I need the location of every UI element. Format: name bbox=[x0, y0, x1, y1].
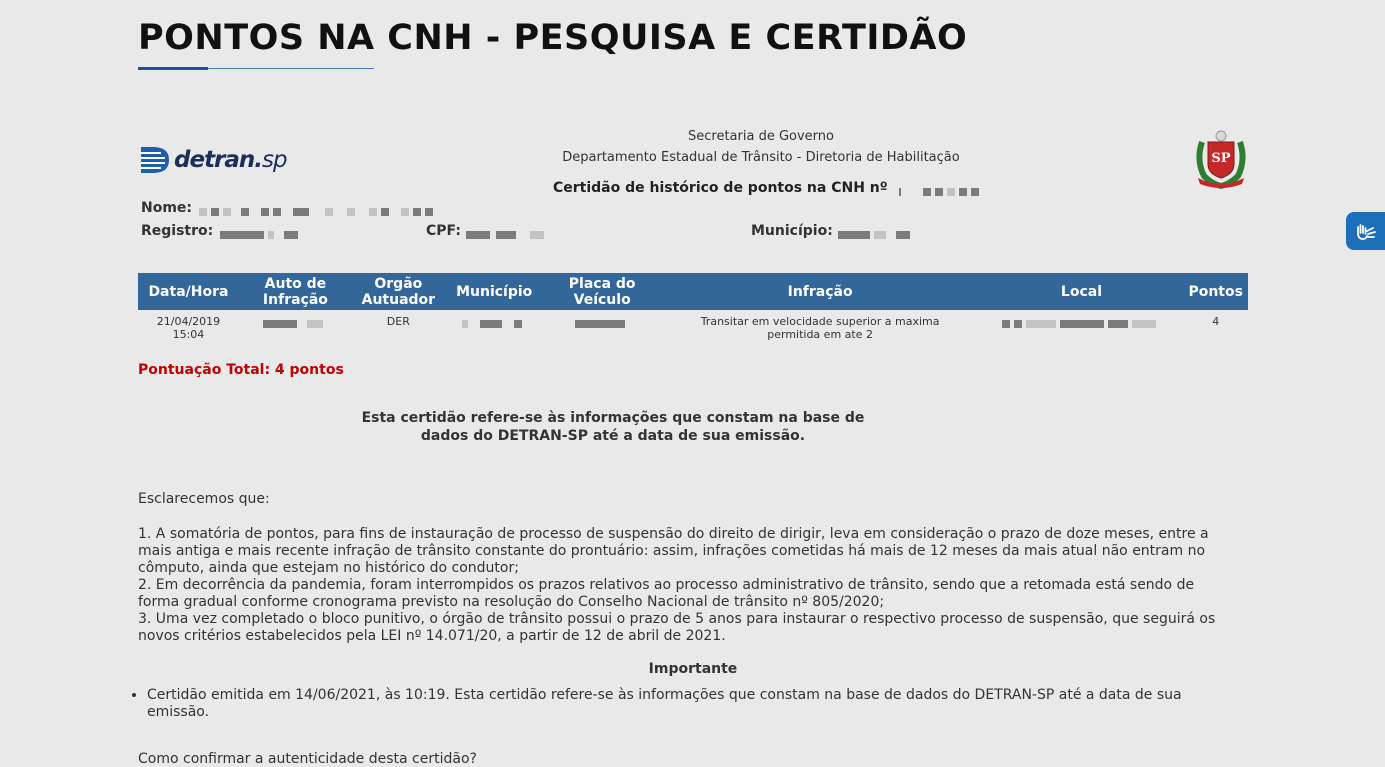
redacted-certificate-number bbox=[899, 184, 983, 192]
header-agency bbox=[545, 126, 977, 168]
certificate-notice: Esta certidão refere-se às informações que constam na base de dados do DETRAN-SP até a data de sua emissão. bbox=[361, 410, 865, 444]
important-item: • Certidão emitida em 14/06/2021, às 10:19. Esta certidão refere-se às informações que constam na base de dados do DETRAN-SP até a data de sua emissão. bbox=[147, 687, 1227, 721]
redacted-nome bbox=[199, 204, 437, 212]
certificate-number-line bbox=[553, 180, 983, 196]
sign-language-hands-icon bbox=[1354, 219, 1378, 243]
page-title: PONTOS NA CNH - PESQUISA E CERTIDÃO bbox=[138, 18, 968, 58]
infractions-table bbox=[138, 273, 1248, 342]
redacted-cpf bbox=[466, 227, 548, 235]
cpf-field bbox=[426, 223, 548, 239]
municipio-label: Município: bbox=[751, 223, 833, 239]
cell-orgao: DER bbox=[386, 315, 410, 328]
header-secretaria: Secretaria de Governo bbox=[688, 129, 834, 144]
table-header-row bbox=[138, 273, 1248, 310]
nome-field bbox=[141, 200, 437, 216]
col-orgao-autuador: Orgão Autuador bbox=[352, 273, 445, 310]
redacted-local bbox=[1002, 318, 1160, 326]
nome-label: Nome: bbox=[141, 200, 193, 216]
important-heading: Importante bbox=[648, 661, 738, 677]
table-row bbox=[138, 310, 1248, 342]
registro-label: Registro: bbox=[141, 223, 214, 239]
logo-text: detran.sp bbox=[174, 147, 287, 173]
confirm-authenticity-text: Como confirmar a autenticidade desta certidão? bbox=[138, 751, 477, 767]
redacted-municipio bbox=[838, 227, 914, 235]
registro-field bbox=[141, 223, 302, 239]
cell-auto-infracao bbox=[239, 310, 352, 342]
col-infracao: Infração bbox=[661, 273, 980, 310]
redacted-auto bbox=[263, 318, 327, 326]
cell-data-hora: 21/04/2019 15:04 bbox=[156, 315, 221, 341]
detran-logo-icon bbox=[139, 145, 171, 175]
redacted-registro bbox=[220, 227, 302, 235]
cell-infracao: Transitar em velocidade superior a maxima permitida em ate 2 bbox=[700, 315, 940, 341]
title-underline bbox=[138, 67, 374, 70]
redacted-municipio-cell bbox=[462, 318, 526, 326]
cell-pontos: 4 bbox=[1212, 315, 1220, 328]
clarification-list bbox=[138, 526, 1238, 645]
svg-text:SP: SP bbox=[1211, 151, 1231, 166]
pontuacao-total: Pontuação Total: 4 pontos bbox=[138, 362, 344, 378]
clarification-item: 3. Uma vez completado o bloco punitivo, o órgão de trânsito possui o prazo de 5 anos para instaurar o respectivo processo de suspensão, que seguirá os novos critérios estabelecidos pela LEI nº 14.071/20, a partir de 12 de abril de 2021. bbox=[138, 611, 1216, 644]
col-data-hora: Data/Hora bbox=[138, 273, 239, 310]
cell-local bbox=[980, 310, 1184, 342]
col-pontos: Pontos bbox=[1183, 273, 1248, 310]
col-municipio: Município bbox=[445, 273, 544, 310]
cell-municipio bbox=[445, 310, 544, 342]
esclarecemos-heading: Esclarecemos que: bbox=[138, 491, 270, 507]
clarification-item: 2. Em decorrência da pandemia, foram interrompidos os prazos relativos ao processo administrativo de trânsito, sendo que a retomada está sendo de forma gradual conforme cronograma previsto na resolução do Conselho Nacional de trânsito nº 805/2020; bbox=[138, 577, 1195, 610]
cpf-label: CPF: bbox=[426, 223, 461, 239]
cell-placa bbox=[544, 310, 661, 342]
accessibility-button[interactable] bbox=[1346, 212, 1385, 250]
header-departamento: Departamento Estadual de Trânsito - Diretoria de Habilitação bbox=[562, 150, 960, 165]
important-list bbox=[132, 687, 1227, 721]
col-auto-infracao: Auto de Infração bbox=[239, 273, 352, 310]
municipio-field bbox=[751, 223, 914, 239]
redacted-placa bbox=[575, 318, 629, 326]
sp-coat-of-arms-icon bbox=[1192, 128, 1250, 190]
detran-logo bbox=[139, 142, 287, 178]
col-local: Local bbox=[980, 273, 1184, 310]
certificate-label: Certidão de histórico de pontos na CNH nº bbox=[553, 180, 888, 196]
clarification-item: 1. A somatória de pontos, para fins de instauração de processo de suspensão do direito de dirigir, leva em consideração o prazo de doze meses, entre a mais antiga e mais recente infração de trânsito constante do prontuário: assim, infrações cometidas há mais de 12 meses da mais atual não entram no cômputo, ainda que estejam no histórico do condutor; bbox=[138, 526, 1209, 576]
col-placa: Placa do Veículo bbox=[544, 273, 661, 310]
